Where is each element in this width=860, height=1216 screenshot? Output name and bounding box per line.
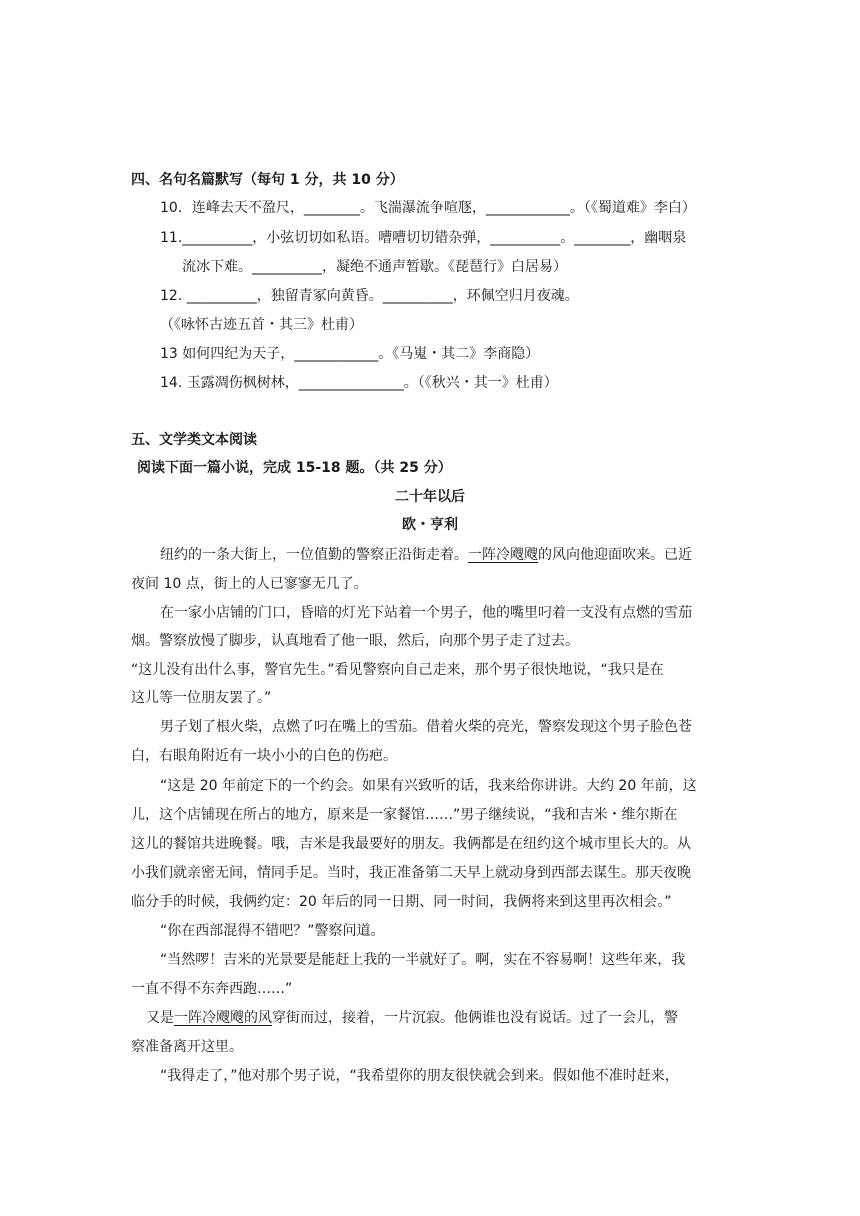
- paragraph-8-line-1: [146, 1008, 678, 1028]
- story-title: 二十年以后: [395, 489, 465, 505]
- story-author: 欧・亨利: [402, 517, 458, 533]
- paragraph-3-line-1: “这儿没有出什么事，警官先生。”看见警察向自己走来，那个男子很快地说，“我只是在: [131, 662, 664, 678]
- question-12-line-2: （《咏怀古迹五首・其三》杜甫）: [160, 317, 363, 333]
- question-11-line-1: 11.__________，小弦切切如私语。嘈嘈切切错杂弹，__________。________，幽咽泉: [160, 230, 687, 246]
- paragraph-5-line-2: 儿，这个店铺现在所占的地方，原来是一家餐馆……”男子继续说，“我和吉米・维尔斯在: [131, 807, 678, 823]
- section-4-heading: 四、名句名篇默写（每句 1 分，共 10 分）: [131, 172, 404, 188]
- paragraph-5-line-3: 这儿的餐馆共进晚餐。哦，吉米是我最要好的朋友。我俩都是在纽约这个城市里长大的。从: [131, 836, 691, 852]
- paragraph-3-line-2: 这儿等一位朋友罢了。”: [131, 690, 272, 706]
- text-span: 穿街而过，接着，一片沉寂。他俩谁也没有说话。过了一会儿，警: [272, 1010, 678, 1026]
- question-13: 13 如何四纪为天子，____________。《马嵬・其二》李商隐）: [160, 346, 540, 362]
- paragraph-1-line-1: [160, 545, 692, 565]
- text-span: 纽约的一条大街上，一位值勤的警察正沿街走着。: [160, 547, 468, 563]
- paragraph-7-line-2: 一直不得不东奔西跑……”: [131, 981, 293, 997]
- paragraph-4-line-1: 男子划了根火柴，点燃了叼在嘴上的雪茄。借着火柴的亮光，警察发现这个男子脸色苍: [160, 719, 692, 735]
- question-14: 14. 玉露凋伤枫树林，_______________。（《秋兴・其一》杜甫）: [160, 375, 558, 391]
- paragraph-6: “你在西部混得不错吧？”警察问道。: [160, 923, 385, 939]
- paragraph-2-line-1: 在一家小店铺的门口，昏暗的灯光下站着一个男子，他的嘴里叼着一支没有点燃的雪茄: [160, 605, 692, 621]
- underlined-phrase: 一阵冷飕飕的风: [174, 1010, 272, 1026]
- question-10: 10．连峰去天不盈尺，________。飞湍瀑流争喧豗，____________。（《蜀道难》李白）: [160, 200, 696, 216]
- paragraph-2-line-2: 烟。警察放慢了脚步，认真地看了他一眼，然后，向那个男子走了过去。: [131, 633, 579, 649]
- paragraph-5-line-1: “这是 20 年前定下的一个约会。如果有兴致听的话，我来给你讲讲。大约 20 年前，这: [160, 778, 697, 794]
- paragraph-5-line-5: 临分手的时候，我俩约定：20 年后的同一日期、同一时间，我俩将来到这里再次相会。”: [131, 894, 672, 910]
- paragraph-7-line-1: “当然啰！吉米的光景要是能赶上我的一半就好了。啊，实在不容易啊！这些年来，我: [160, 952, 686, 968]
- text-span: 又是: [146, 1010, 174, 1026]
- reading-instruction: 阅读下面一篇小说，完成 15-18 题。（共 25 分）: [137, 460, 452, 476]
- underlined-phrase: 一阵冷飕飕: [468, 547, 538, 563]
- section-5-heading: 五、文学类文本阅读: [131, 432, 257, 448]
- question-11-line-2: 流冰下难。__________，凝绝不通声暂歇。《琵琶行》白居易）: [182, 259, 567, 275]
- paragraph-5-line-4: 小我们就亲密无间，情同手足。当时，我正准备第二天早上就动身到西部去谋生。那天夜晚: [131, 865, 691, 881]
- paragraph-1-line-2: 夜间 10 点，街上的人已寥寥无几了。: [131, 576, 368, 592]
- paragraph-9-line-1: “我得走了，”他对那个男子说，“我希望你的朋友很快就会到来。假如他不准时赶来，: [160, 1068, 679, 1084]
- text-span: 的风向他迎面吹来。已近: [538, 547, 692, 563]
- question-12-line-1: 12. __________，独留青冢向黄昏。__________，环佩空归月夜魂。: [160, 288, 579, 304]
- paragraph-4-line-2: 白，右眼角附近有一块小小的白色的伤疤。: [131, 748, 397, 764]
- paragraph-8-line-2: 察准备离开这里。: [131, 1039, 243, 1055]
